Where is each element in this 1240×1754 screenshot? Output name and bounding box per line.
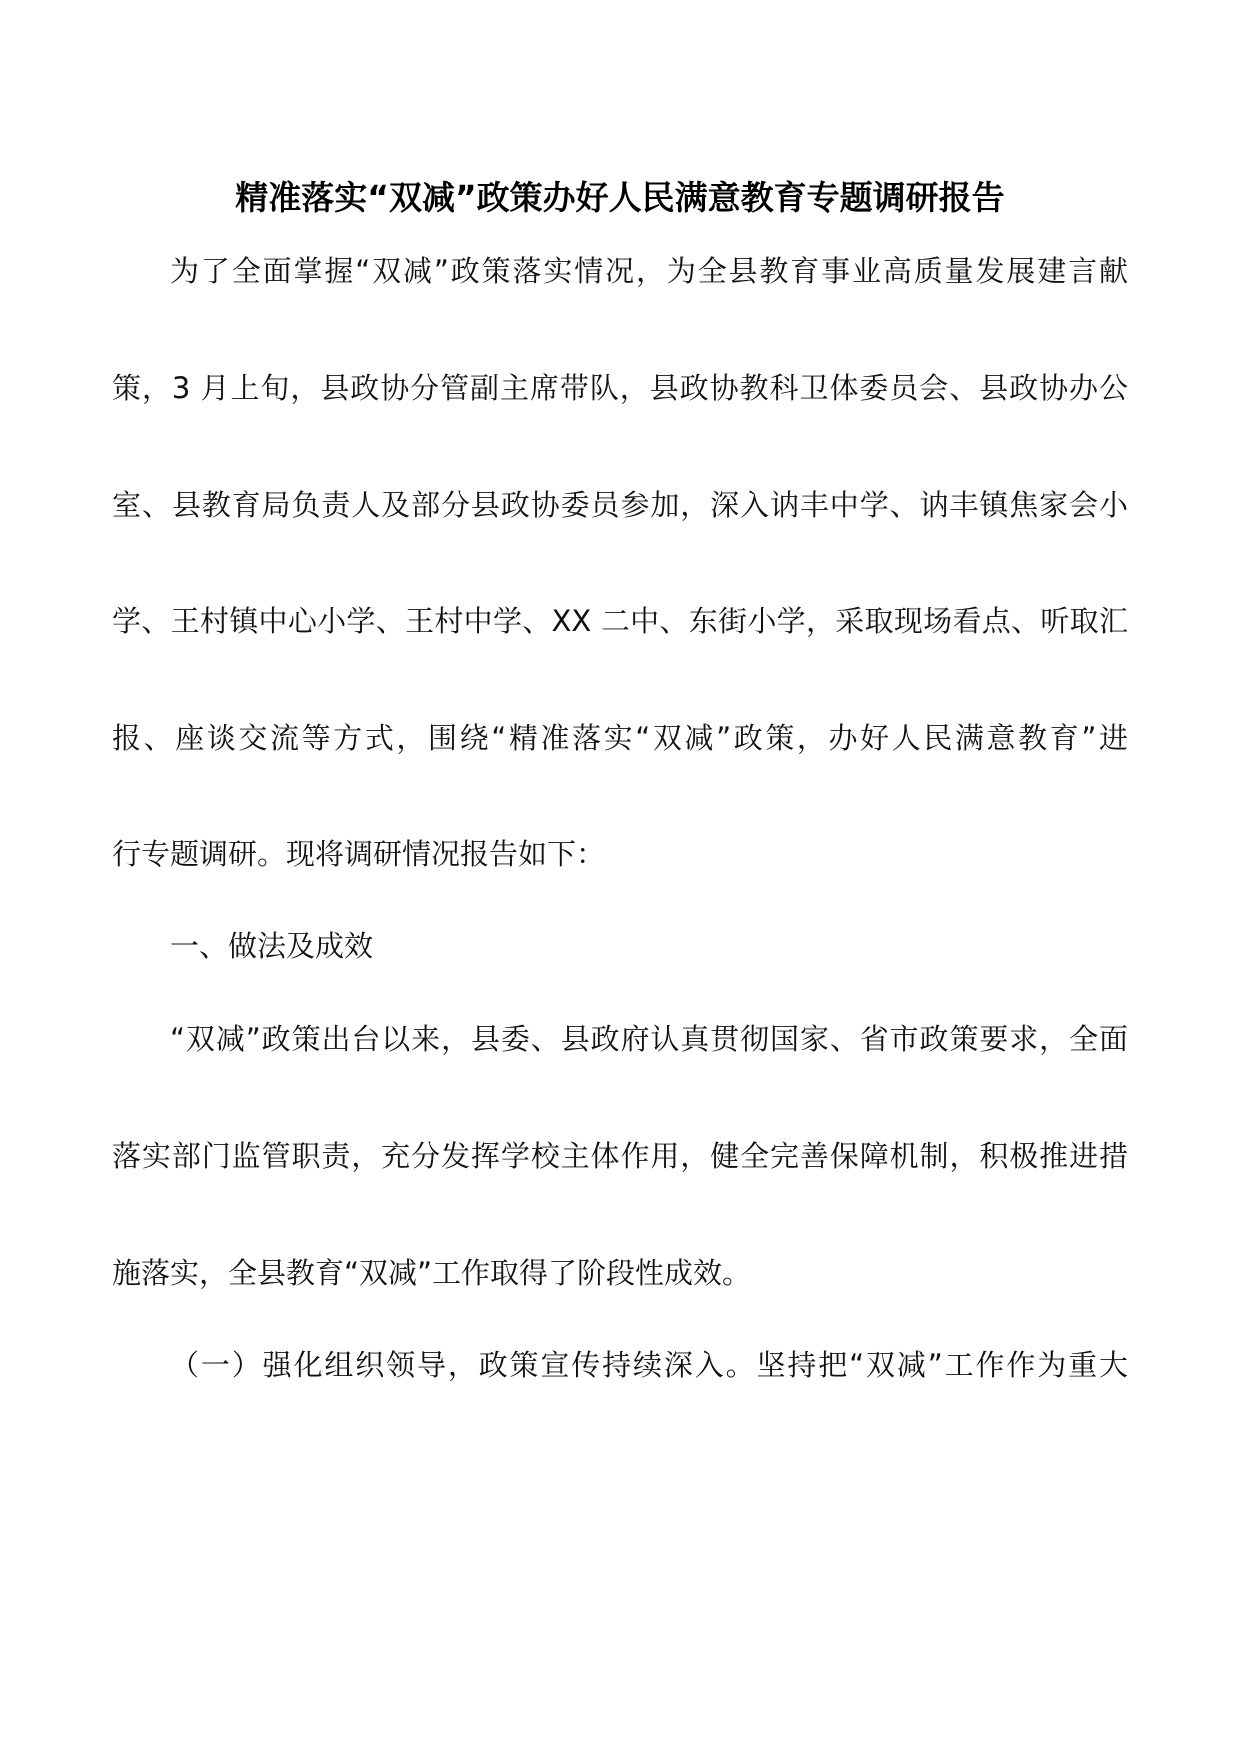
paragraph-line: 施落实，全县教育“双减”工作取得了阶段性成效。 [112, 1256, 752, 1290]
paragraph-line: “双减”政策出台以来，县委、县政府认真贯彻国家、省市政策要求，全面 [170, 1022, 1128, 1056]
paragraph-line: 行专题调研。现将调研情况报告如下： [112, 837, 606, 871]
paragraph-line: 策，3 月上旬，县政协分管副主席带队，县政协教科卫体委员会、县政协办公 [112, 371, 1128, 405]
paragraph-line: 室、县教育局负责人及部分县政协委员参加，深入讷丰中学、讷丰镇焦家会小 [112, 488, 1128, 522]
paragraph-line: 学、王村镇中心小学、王村中学、XX 二中、东街小学，采取现场看点、听取汇 [112, 604, 1128, 638]
subsection-line: （一）强化组织领导，政策宣传持续深入。坚持把“双减”工作作为重大 [170, 1348, 1128, 1382]
paragraph-line: 报、座谈交流等方式，围绕“精准落实“双减”政策，办好人民满意教育”进 [112, 721, 1128, 755]
document-title: 精准落实“双减”政策办好人民满意教育专题调研报告 [235, 178, 1005, 217]
section-heading: 一、做法及成效 [170, 929, 374, 963]
paragraph-line: 为了全面掌握“双减”政策落实情况，为全县教育事业高质量发展建言献 [170, 254, 1128, 288]
paragraph-line: 落实部门监管职责，充分发挥学校主体作用，健全完善保障机制，积极推进措 [112, 1139, 1128, 1173]
